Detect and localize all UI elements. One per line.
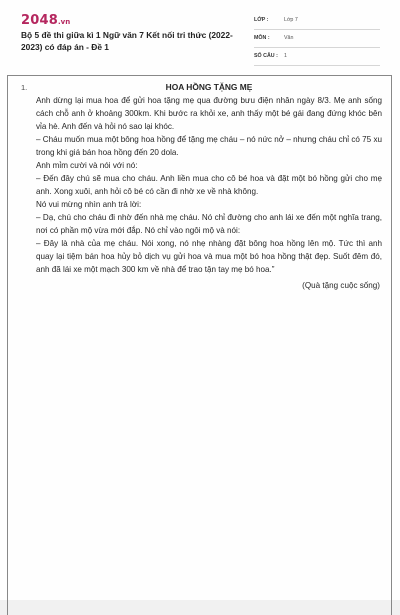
meta-row-class [254,14,380,30]
document-title: Bộ 5 đề thi giữa kì 1 Ngữ văn 7 Kết nối tri thức (2022-2023) có đáp án - Đề 1 [21,30,233,52]
question-content [36,81,382,292]
meta-row-subject [254,32,380,48]
logo-main: 2048 [21,13,58,28]
meta-label-subject: MÔN : [254,35,270,41]
story-paragraph: – Đây là nhà của mẹ cháu. Nói xong, nó nhẹ nhàng đặt bông hoa hồng lên mộ. Tức thì anh quay lại tiệm bán hoa hủy bỏ dịch vụ gửi hoa và mua một bó hoa hồng thật đẹp. Suốt đêm đó, anh đã lái xe một mạch 300 km về nhà để trao tận tay mẹ bó hoa.” [36,239,382,274]
meta-value-question-count: 1 [284,53,287,59]
story-paragraph: Anh dừng lại mua hoa để gửi hoa tặng mẹ qua đường bưu điện nhân ngày 8/3. Mẹ anh sống cách chỗ anh ở khoảng 300km. Khi bước ra khỏi xe, anh thấy một bé gái đang đứng khóc bên vỉa hè. Anh đến và hỏi nó sao lại khóc. [36,96,382,131]
story-paragraph: – Dạ, chú cho cháu đi nhờ đến nhà mẹ cháu. Nó chỉ đường cho anh lái xe đến một nghĩa trang, nơi có phần mộ vừa mới đắp. Nó chỉ vào ngôi mộ và nói: [36,213,382,235]
story-paragraph: Nó vui mừng nhìn anh trả lời: [36,200,142,209]
meta-row-question-count [254,50,380,66]
logo-suffix: .vn [57,18,71,26]
site-logo[interactable] [21,14,70,29]
story-paragraph: Anh mỉm cười và nói với nó: [36,161,138,170]
page-header [0,0,400,74]
meta-label-question-count: SỐ CÂU : [254,53,278,59]
story-title: HOA HỒNG TẶNG MẸ [165,82,253,92]
meta-label-class: LỚP : [254,17,269,23]
meta-value-class: Lớp 7 [284,17,298,23]
question-number: 1. [21,83,28,92]
meta-info [254,14,380,66]
story-paragraph: – Cháu muốn mua một bông hoa hồng để tặng mẹ cháu – nó nức nở – nhưng cháu chỉ có 75 xu trong khi giá bán hoa hồng đến 20 dola. [36,135,382,157]
story-source: (Quà tặng cuộc sống) [302,281,380,290]
meta-value-subject: Văn [284,35,294,41]
story-paragraph: – Đến đây chú sẽ mua cho cháu. Anh liền mua cho cô bé hoa và đặt một bó hồng gửi cho mẹ anh. Xong xuôi, anh hỏi cô bé có cần đi nhờ xe về nhà không. [36,174,382,196]
